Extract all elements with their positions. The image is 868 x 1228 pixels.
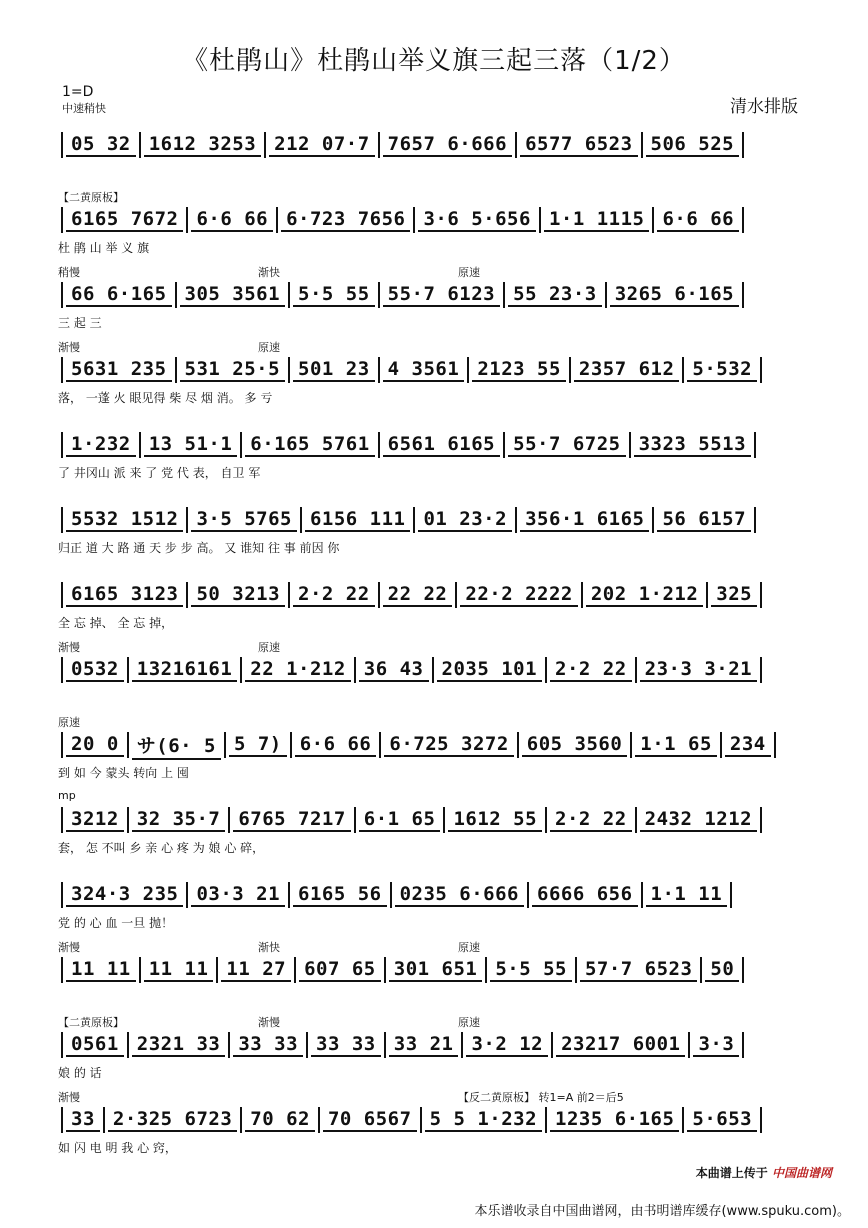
barline	[61, 807, 63, 833]
measure: 23·3 3·21	[640, 658, 757, 682]
barline	[760, 807, 762, 833]
measure: 607 65	[299, 958, 381, 982]
barline	[240, 1107, 242, 1133]
measure: 55·7 6123	[383, 283, 500, 307]
barline	[390, 882, 392, 908]
barline	[186, 582, 188, 608]
measure: 01 23·2	[418, 508, 512, 532]
barline	[61, 732, 63, 758]
barline	[517, 732, 519, 758]
lyrics-line: 娘 的 话	[58, 1066, 102, 1080]
measure: 301 651	[389, 958, 483, 982]
barline	[760, 582, 762, 608]
measure: 605 3560	[522, 733, 628, 757]
barline	[127, 1032, 129, 1058]
barline	[378, 282, 380, 308]
barline	[384, 1032, 386, 1058]
score-row	[58, 937, 808, 1007]
measure: 2357 612	[574, 358, 680, 382]
footer-upload-text: 本曲谱上传于	[695, 1166, 768, 1180]
arranger-credit: 清水排版	[730, 97, 798, 117]
measure: 305 3561	[180, 283, 286, 307]
barline	[443, 807, 445, 833]
staff-line	[58, 657, 808, 683]
lyrics-line: 杜 鹃 山 举 义 旗	[58, 241, 150, 255]
barline	[378, 357, 380, 383]
barline	[605, 282, 607, 308]
barline	[682, 1107, 684, 1133]
barline	[742, 1032, 744, 1058]
tempo-mark: mp	[58, 789, 76, 802]
barline	[61, 507, 63, 533]
footer-upload	[696, 1164, 832, 1181]
barline	[742, 207, 744, 233]
lyrics-line: 套， 怎 不叫 乡 亲 心 疼 为 娘 心 碎，	[58, 841, 265, 855]
tempo-mark: 渐慢	[58, 1091, 80, 1104]
staff-line	[58, 582, 808, 608]
tempo-marking: 中速稍快	[62, 102, 106, 115]
measure: 33	[66, 1108, 100, 1132]
barline	[127, 807, 129, 833]
measure: 3323 5513	[634, 433, 751, 457]
measure: 50 3213	[191, 583, 285, 607]
measure: 3265 6·165	[610, 283, 739, 307]
measure: 22 22	[383, 583, 453, 607]
tempo-mark: 渐快	[258, 941, 280, 954]
barline	[61, 132, 63, 158]
barline	[378, 432, 380, 458]
measure: 32 35·7	[132, 808, 226, 832]
barline	[551, 1032, 553, 1058]
measure: 6·1 65	[359, 808, 441, 832]
measure: 1612 55	[448, 808, 542, 832]
measure: 03·3 21	[191, 883, 285, 907]
tempo-mark: 原速	[458, 1016, 480, 1029]
measure: 2321 33	[132, 1033, 226, 1057]
barline	[318, 1107, 320, 1133]
tempo-mark: 原速	[458, 266, 480, 279]
lyrics-line: 三 起 三	[58, 316, 102, 330]
measure: 501 23	[293, 358, 375, 382]
barline	[754, 432, 756, 458]
measure: 22 1·212	[245, 658, 351, 682]
barline	[652, 207, 654, 233]
measure: 66 6·165	[66, 283, 172, 307]
staff-line	[58, 132, 808, 158]
barline	[300, 507, 302, 533]
barline	[515, 507, 517, 533]
measure: 36 43	[359, 658, 429, 682]
staff-line	[58, 957, 808, 983]
measure: 5 5 1·232	[425, 1108, 542, 1132]
barline	[720, 732, 722, 758]
barline	[186, 882, 188, 908]
tempo-mark: 【反二黄原板】 转1=A 前2＝后5	[458, 1091, 624, 1104]
measure: 11 27	[221, 958, 291, 982]
measure: 3·3	[693, 1033, 739, 1057]
measure: 0235 6·666	[395, 883, 524, 907]
measure: 6165 56	[293, 883, 387, 907]
barline	[503, 282, 505, 308]
barline	[175, 282, 177, 308]
barline	[527, 882, 529, 908]
barline	[216, 957, 218, 983]
barline	[461, 1032, 463, 1058]
barline	[706, 582, 708, 608]
barline	[742, 957, 744, 983]
lyrics-line: 到 如 今 蒙头 转向 上 囤	[58, 766, 189, 780]
measure: 55 23·3	[508, 283, 602, 307]
measure: 2·325 6723	[108, 1108, 237, 1132]
measure: 3·5 5765	[191, 508, 297, 532]
barline	[240, 432, 242, 458]
barline	[630, 732, 632, 758]
barline	[288, 282, 290, 308]
barline	[139, 432, 141, 458]
measure: 56 6157	[657, 508, 751, 532]
barline	[61, 1032, 63, 1058]
score-row	[58, 187, 808, 257]
tempo-mark: 渐慢	[58, 641, 80, 654]
measure: 234	[725, 733, 771, 757]
barline	[760, 1107, 762, 1133]
measure: 2123 55	[472, 358, 566, 382]
barline	[384, 957, 386, 983]
measure: 5·5 55	[293, 283, 375, 307]
barline	[264, 132, 266, 158]
staff-line	[58, 732, 808, 758]
barline	[581, 582, 583, 608]
barline	[545, 807, 547, 833]
measure: 5 7)	[229, 733, 287, 757]
tempo-mark: 稍慢	[58, 266, 80, 279]
barline	[774, 732, 776, 758]
score-row	[58, 1087, 808, 1157]
score-row	[58, 262, 808, 332]
barline	[228, 1032, 230, 1058]
measure: 531 25·5	[180, 358, 286, 382]
barline	[354, 657, 356, 683]
measure: 506 525	[646, 133, 740, 157]
measure: 11 11	[144, 958, 214, 982]
measure: 6165 3123	[66, 583, 183, 607]
barline	[730, 882, 732, 908]
staff-line	[58, 507, 808, 533]
tempo-mark: 【二黄原板】	[58, 1016, 124, 1029]
measure: 22·2 2222	[460, 583, 577, 607]
score-row	[58, 412, 808, 482]
lyrics-line: 落， 一蓬 火 眼见得 柴 尽 烟 消。 多 亏	[58, 391, 273, 405]
measure: 57·7 6523	[580, 958, 697, 982]
barline	[688, 1032, 690, 1058]
lyrics-line: 全 忘 掉、 全 忘 掉，	[58, 616, 174, 630]
staff-line	[58, 1107, 808, 1133]
tempo-mark: 原速	[58, 716, 80, 729]
score-row	[58, 562, 808, 632]
barline	[413, 207, 415, 233]
measure: 5·653	[687, 1108, 757, 1132]
measure: 50	[705, 958, 739, 982]
barline	[186, 507, 188, 533]
score-row	[58, 1012, 808, 1082]
page-title: 《杜鹃山》杜鹃山举义旗三起三落（1/2）	[182, 46, 686, 76]
barline	[288, 582, 290, 608]
measure: 6·725 3272	[384, 733, 513, 757]
measure: 5·5 55	[490, 958, 572, 982]
barline	[354, 807, 356, 833]
score-row	[58, 487, 808, 557]
staff-line	[58, 282, 808, 308]
measure: 3·2 12	[466, 1033, 548, 1057]
measure: 2·2 22	[550, 808, 632, 832]
site-logo[interactable]: 中国曲谱网	[771, 1166, 832, 1180]
measure: 6765 7217	[233, 808, 350, 832]
measure: 70 62	[245, 1108, 315, 1132]
measure: 13 51·1	[144, 433, 238, 457]
barline	[420, 1107, 422, 1133]
measure: 212 07·7	[269, 133, 375, 157]
score-row	[58, 787, 808, 857]
barline	[432, 657, 434, 683]
measure: 13216161	[132, 658, 238, 682]
measure: 5·532	[687, 358, 757, 382]
measure: 6·6 66	[191, 208, 273, 232]
barline	[652, 507, 654, 533]
barline	[378, 132, 380, 158]
barline	[485, 957, 487, 983]
barline	[290, 732, 292, 758]
barline	[641, 132, 643, 158]
barline	[103, 1107, 105, 1133]
barline	[467, 357, 469, 383]
measure: 23217 6001	[556, 1033, 685, 1057]
barline	[228, 807, 230, 833]
barline	[127, 732, 129, 758]
barline	[635, 657, 637, 683]
measure: 2035 101	[437, 658, 543, 682]
tempo-mark: 原速	[258, 341, 280, 354]
measure: 6·723 7656	[281, 208, 410, 232]
measure: 1612 3253	[144, 133, 261, 157]
barline	[240, 657, 242, 683]
barline	[61, 882, 63, 908]
footer-source: 本乐谱收录自中国曲谱网，由书明谱库缓存(www.spuku.com)。	[474, 1204, 850, 1219]
staff-line	[58, 882, 808, 908]
tempo-mark: 原速	[458, 941, 480, 954]
barline	[139, 957, 141, 983]
tempo-mark: 渐慢	[258, 1016, 280, 1029]
barline	[61, 207, 63, 233]
barline	[306, 1032, 308, 1058]
staff-line	[58, 207, 808, 233]
barline	[641, 882, 643, 908]
key-signature: 1=D	[62, 84, 94, 100]
barline	[61, 282, 63, 308]
score-row	[58, 712, 808, 782]
measure: サ(6· 5	[132, 731, 221, 760]
measure: 356·1 6165	[520, 508, 649, 532]
measure: 6·6 66	[295, 733, 377, 757]
measure: 2·2 22	[293, 583, 375, 607]
tempo-mark: 渐慢	[58, 341, 80, 354]
lyrics-line: 党 的 心 血 一旦 抛！	[58, 916, 174, 930]
score-row	[58, 112, 808, 182]
barline	[545, 657, 547, 683]
barline	[61, 657, 63, 683]
barline	[61, 1107, 63, 1133]
barline	[742, 282, 744, 308]
barline	[455, 582, 457, 608]
measure: 4 3561	[383, 358, 465, 382]
staff-line	[58, 807, 808, 833]
score-row	[58, 862, 808, 932]
lyrics-line: 如 闪 电 明 我 心 窍，	[58, 1141, 177, 1155]
barline	[276, 207, 278, 233]
measure: 6666 656	[532, 883, 638, 907]
measure: 33 33	[311, 1033, 381, 1057]
barline	[569, 357, 571, 383]
barline	[288, 357, 290, 383]
measure: 1·1 65	[635, 733, 717, 757]
measure: 2432 1212	[640, 808, 757, 832]
measure: 1235 6·165	[550, 1108, 679, 1132]
barline	[545, 1107, 547, 1133]
measure: 05 32	[66, 133, 136, 157]
barline	[515, 132, 517, 158]
measure: 3·6 5·656	[418, 208, 535, 232]
measure: 5631 235	[66, 358, 172, 382]
measure: 202 1·212	[586, 583, 703, 607]
tempo-mark: 原速	[258, 641, 280, 654]
staff-line	[58, 432, 808, 458]
barline	[503, 432, 505, 458]
measure: 5532 1512	[66, 508, 183, 532]
barline	[224, 732, 226, 758]
tempo-mark: 渐慢	[58, 941, 80, 954]
score-row	[58, 637, 808, 707]
measure: 2·2 22	[550, 658, 632, 682]
barline	[61, 432, 63, 458]
measure: 3212	[66, 808, 124, 832]
measure: 6561 6165	[383, 433, 500, 457]
barline	[629, 432, 631, 458]
measure: 1·1 1115	[544, 208, 650, 232]
barline	[127, 657, 129, 683]
barline	[61, 582, 63, 608]
measure: 33 33	[233, 1033, 303, 1057]
measure: 20 0	[66, 733, 124, 757]
measure: 325	[711, 583, 757, 607]
barline	[742, 132, 744, 158]
barline	[379, 732, 381, 758]
barline	[61, 957, 63, 983]
score-row	[58, 337, 808, 407]
measure: 1·232	[66, 433, 136, 457]
barline	[61, 357, 63, 383]
measure: 0561	[66, 1033, 124, 1057]
measure: 6577 6523	[520, 133, 637, 157]
barline	[760, 357, 762, 383]
measure: 7657 6·666	[383, 133, 512, 157]
barline	[413, 507, 415, 533]
staff-line	[58, 1032, 808, 1058]
measure: 70 6567	[323, 1108, 417, 1132]
barline	[288, 882, 290, 908]
lyrics-line: 归正 道 大 路 通 天 步 步 高。 又 谁知 往 事 前因 你	[58, 541, 340, 555]
barline	[754, 507, 756, 533]
measure: 1·1 11	[646, 883, 728, 907]
barline	[539, 207, 541, 233]
measure: 33 21	[389, 1033, 459, 1057]
barline	[682, 357, 684, 383]
measure: 6156 111	[305, 508, 411, 532]
measure: 11 11	[66, 958, 136, 982]
measure: 324·3 235	[66, 883, 183, 907]
barline	[175, 357, 177, 383]
measure: 55·7 6725	[508, 433, 625, 457]
measure: 6·165 5761	[245, 433, 374, 457]
measure: 0532	[66, 658, 124, 682]
barline	[760, 657, 762, 683]
measure: 6165 7672	[66, 208, 183, 232]
barline	[294, 957, 296, 983]
barline	[378, 582, 380, 608]
measure: 6·6 66	[657, 208, 739, 232]
tempo-mark: 渐快	[258, 266, 280, 279]
staff-line	[58, 357, 808, 383]
barline	[635, 807, 637, 833]
lyrics-line: 了 井冈山 派 来 了 党 代 表， 自卫 军	[58, 466, 261, 480]
barline	[575, 957, 577, 983]
barline	[139, 132, 141, 158]
barline	[700, 957, 702, 983]
tempo-mark: 【二黄原板】	[58, 191, 124, 204]
barline	[186, 207, 188, 233]
